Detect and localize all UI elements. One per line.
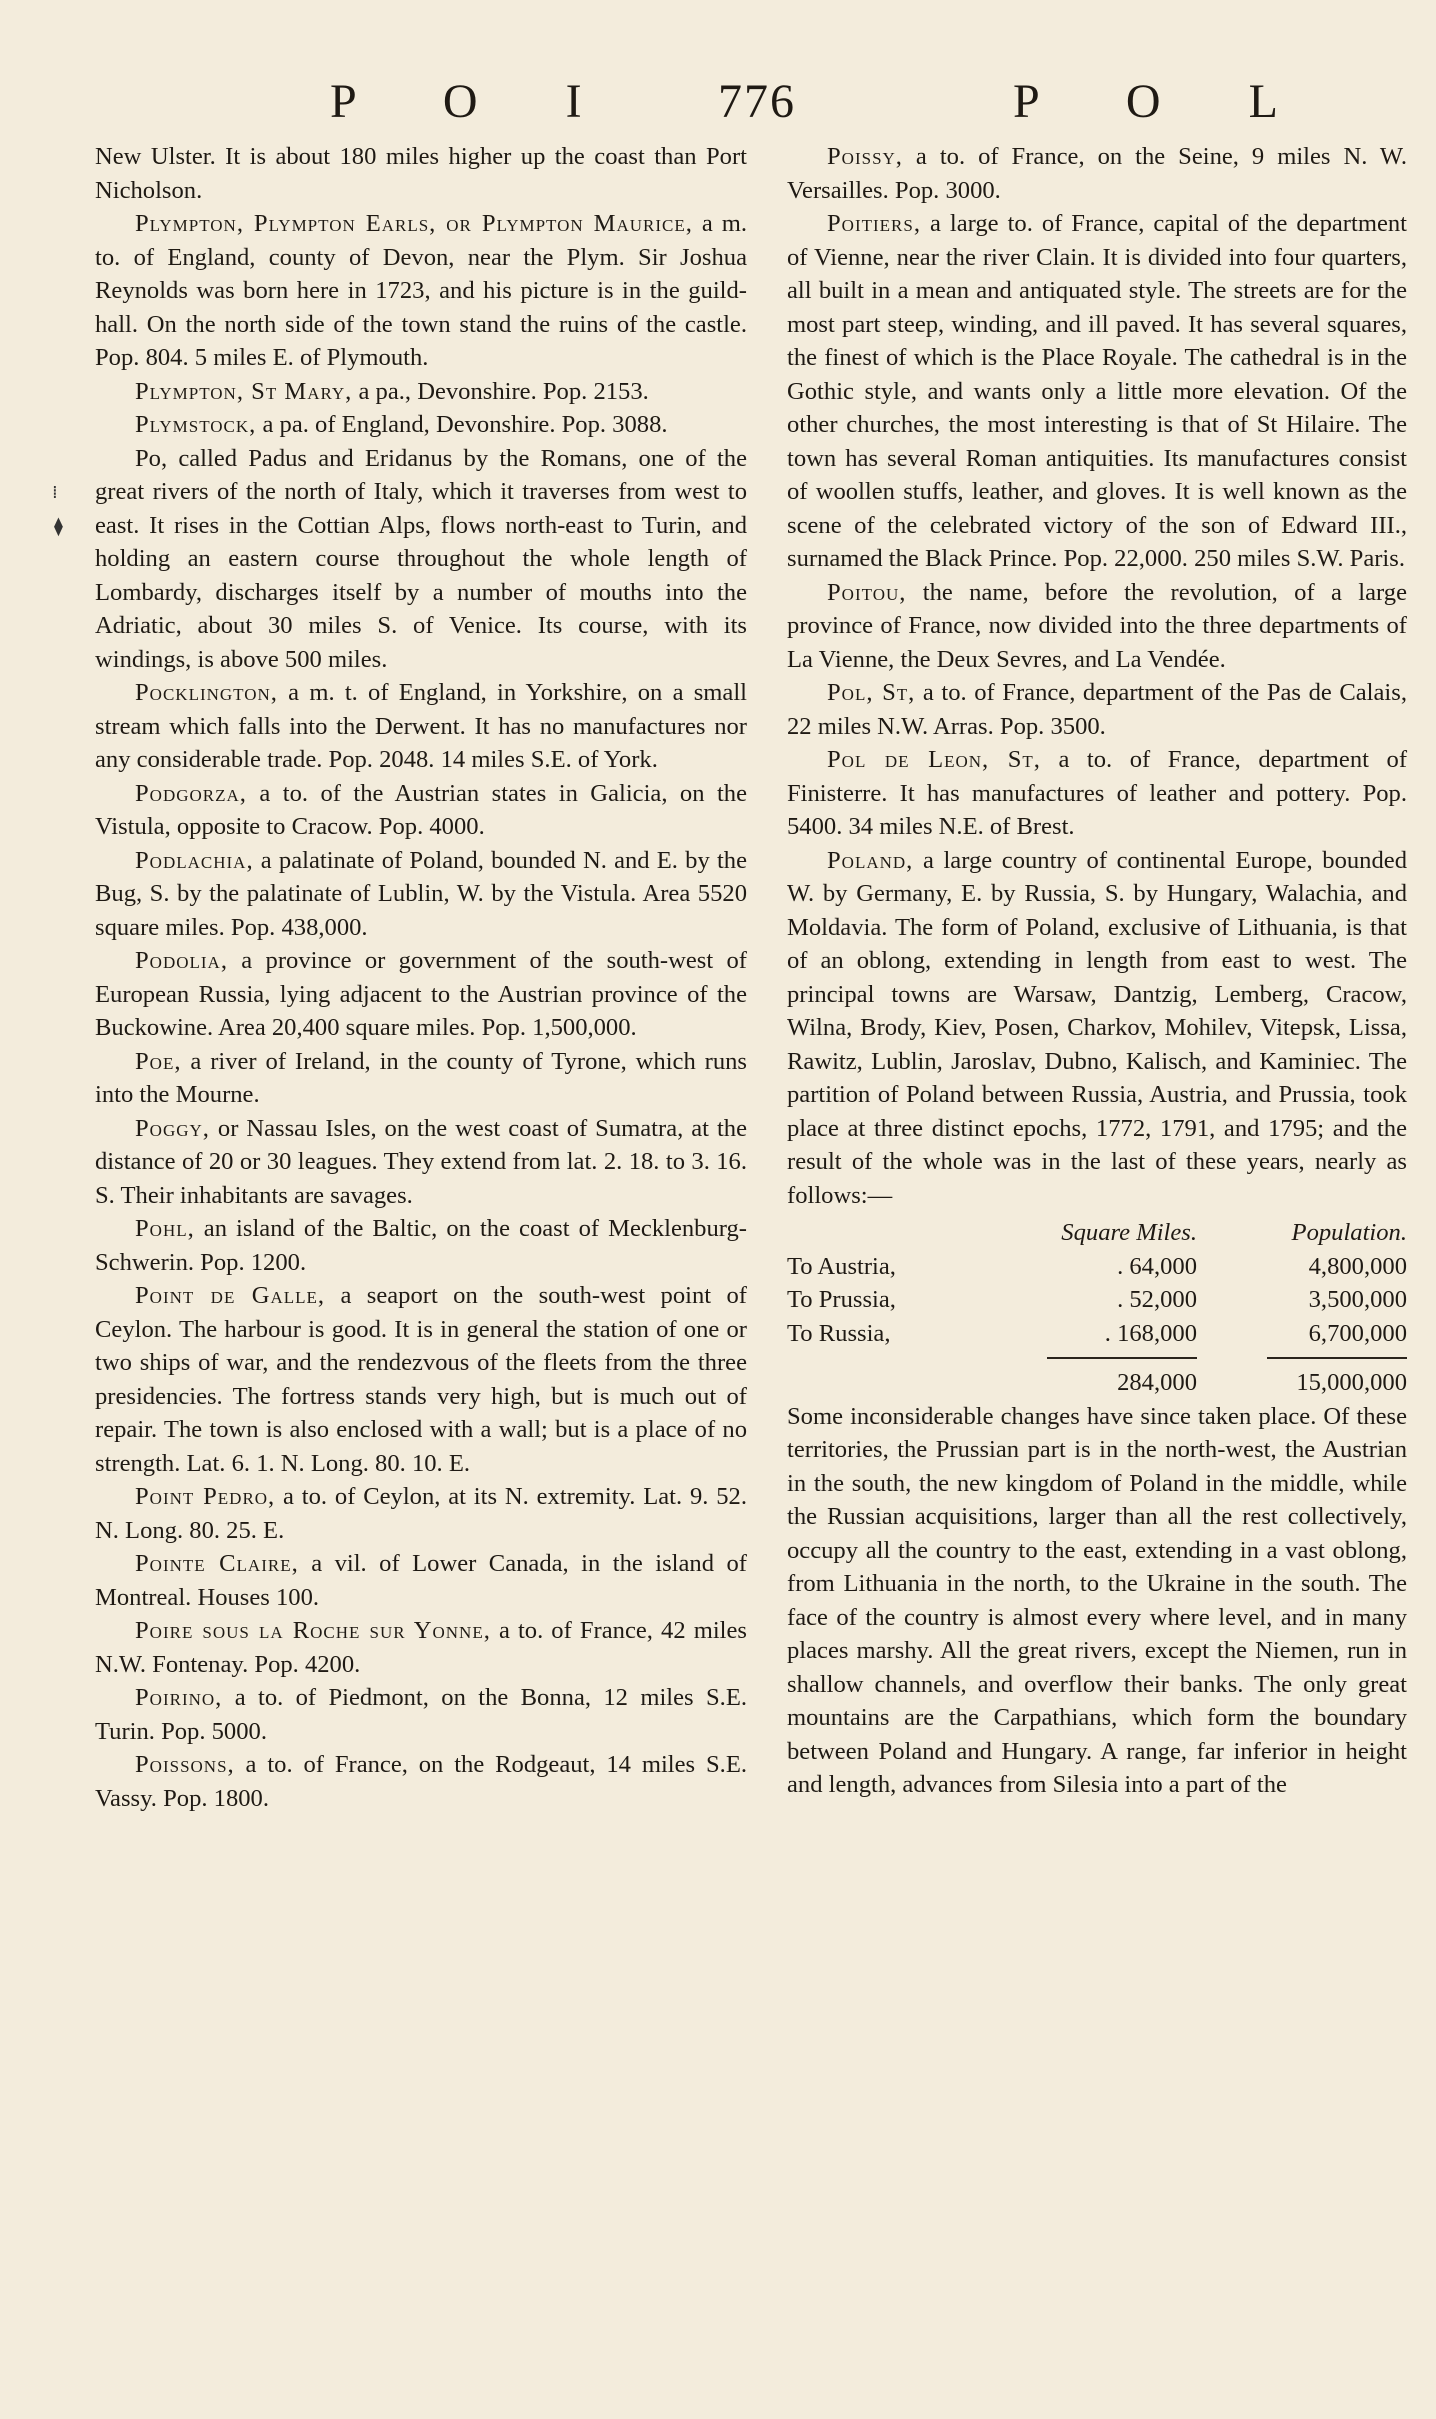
- gazetteer-entry: [95, 207, 747, 375]
- gazetteer-entry: [787, 743, 1407, 844]
- entry-headword: Pol, St,: [827, 679, 916, 706]
- table-header-row: [787, 1216, 1407, 1250]
- gazetteer-entry: [787, 576, 1407, 677]
- entry-headword: Point de Galle,: [135, 1282, 326, 1309]
- running-head: [0, 74, 1436, 138]
- entry-headword: Poirino,: [135, 1684, 223, 1711]
- gazetteer-entry: [95, 140, 747, 207]
- entry-text: or Nassau Isles, on the west coast of Sumatra, at the distance of 20 or 30 leagues. They extend from lat. 2. 18. to 3. 16. S. Their inhabitants are savages.: [95, 1114, 747, 1209]
- gazetteer-entry: [95, 1045, 747, 1112]
- entry-text: a to. of France, department of the Pas de Calais, 22 miles N.W. Arras. Pop. 3500.: [787, 679, 1407, 740]
- entry-text: the name, before the revolution, of a large province of France, now divided into the three departments of La Vienne, the Deux Sevres, and La Vendée.: [787, 578, 1407, 673]
- gazetteer-entry: [95, 1681, 747, 1748]
- entry-headword: Poissons,: [135, 1751, 235, 1778]
- entry-headword: Poe,: [135, 1047, 182, 1075]
- table-total-population: 15,000,000: [1296, 1369, 1407, 1396]
- entry-text: a to. of France, department of Finisterre. It has manufactures of leather and pottery. Pop. 5400. 34 miles N.E. of Brest.: [787, 746, 1408, 840]
- gazetteer-entry: [95, 1212, 747, 1279]
- entry-text: a to. of France, 42 miles N.W. Fontenay. Pop. 4200.: [95, 1617, 747, 1678]
- entry-text: a seaport on the south-west point of Ceylon. The harbour is good. It is in general the station of one or two ships of war, and the rendezvous of the fleets from the three presidencies. The fortress stands very high, but is much out of repair. The town is also enclosed with a wall; but is a place of no strength. Lat. 6. 1. N. Long. 80. 10. E.: [95, 1282, 747, 1477]
- gazetteer-entry: [95, 1112, 747, 1213]
- table-cell-population: 4,800,000: [1308, 1252, 1407, 1280]
- entry-text: a to. of the Austrian states in Galicia, on the Vistula, opposite to Cracow. Pop. 4000.: [95, 779, 747, 840]
- gazetteer-entry: [95, 1748, 747, 1815]
- entry-text: an island of the Baltic, on the coast of Mecklenburg-Schwerin. Pop. 1200.: [95, 1215, 747, 1276]
- entry-text: a to. of France, on the Rodgeaut, 14 miles S.E. Vassy. Pop. 1800.: [95, 1751, 747, 1812]
- table-total-square-miles: 284,000: [1117, 1369, 1197, 1396]
- table-header-blank: [787, 1216, 997, 1250]
- table-header-population: Population.: [1291, 1219, 1407, 1246]
- entry-headword: Poggy,: [135, 1114, 210, 1142]
- entry-text: a m. to. of England, county of Devon, near the Plym. Sir Joshua Reynolds was born here in 1723, and his picture is in the guild-hall. On the north side of the town stand the ruins of the castle. Pop. 804. 5 miles E. of Plymouth.: [95, 210, 747, 371]
- table-row: [787, 1283, 1407, 1317]
- gazetteer-entry: [787, 207, 1407, 576]
- entry-headword: Poire sous la Roche sur Yonne,: [135, 1617, 491, 1644]
- table-cell-square-miles: . 52,000: [1117, 1286, 1197, 1313]
- gazetteer-entry: [95, 375, 747, 409]
- partition-table: [787, 1216, 1407, 1400]
- gazetteer-entry: [787, 140, 1407, 207]
- rule-square-miles: [1047, 1357, 1197, 1359]
- entry-headword: Plympton, Plympton Earls, or Plympton Maurice,: [135, 210, 693, 237]
- entry-headword: Pocklington,: [135, 679, 278, 706]
- running-head-left: P O I: [330, 75, 620, 128]
- entry-headword: Podlachia,: [135, 846, 254, 874]
- entry-text: Po, called Padus and Eridanus by the Romans, one of the great rivers of the north of Italy, which it traverses from west to east. It rises in the Cottian Alps, flows north-east to Turin, and holding an eastern course throughout the whole length of Lombardy, discharges itself by a number of mouths into the Adriatic, about 30 miles S. of Venice. Its course, with its windings, is above 500 miles.: [95, 444, 747, 673]
- gazetteer-entry: [95, 408, 747, 442]
- table-total-label: [787, 1366, 997, 1400]
- margin-bracket-mark: ⁞: [52, 482, 58, 503]
- table-cell-population: 3,500,000: [1308, 1286, 1407, 1313]
- entry-headword: Plymstock,: [135, 411, 257, 438]
- entry-headword: Pol de Leon, St,: [827, 746, 1041, 773]
- entry-headword: Poitou,: [827, 578, 907, 606]
- gazetteer-entry: [787, 844, 1407, 1213]
- table-cell-power: To Russia,: [787, 1319, 891, 1347]
- gazetteer-entry: [95, 1480, 747, 1547]
- table-cell-power: To Prussia,: [787, 1286, 896, 1313]
- entry-text: a m. t. of England, in Yorkshire, on a small stream which falls into the Derwent. It has no manufactures nor any considerable trade. Pop. 2048. 14 miles S.E. of York.: [95, 679, 747, 773]
- table-total-rule: [787, 1350, 1407, 1366]
- left-column: [95, 140, 747, 1815]
- gazetteer-entry: [95, 1547, 747, 1614]
- entry-text: a pa., Devonshire. Pop. 2153.: [352, 377, 649, 405]
- table-cell-power: To Austria,: [787, 1252, 896, 1280]
- table-total-row: [787, 1366, 1407, 1400]
- rule-population: [1267, 1357, 1407, 1359]
- entry-text: a to. of Piedmont, on the Bonna, 12 miles S.E. Turin. Pop. 5000.: [95, 1684, 747, 1745]
- gazetteer-entry: [95, 944, 747, 1045]
- entry-headword: Poissy,: [827, 143, 903, 170]
- entry-text: New Ulster. It is about 180 miles higher up the coast than Port Nicholson.: [95, 143, 747, 204]
- entry-headword: Podolia,: [135, 947, 228, 974]
- entry-text: a province or government of the south-west of European Russia, lying adjacent to the Austrian province of the Buckowine. Area 20,400 square miles. Pop. 1,500,000.: [95, 947, 747, 1041]
- entry-text: a large country of continental Europe, bounded W. by Germany, E. by Russia, S. by Hungary, Walachia, and Moldavia. The form of Poland, exclusive of Lithuania, is that of an oblong, extending in length from east to west. The principal towns are Warsaw, Dantzig, Lemberg, Cracow, Wilna, Brody, Kiev, Posen, Charkov, Mohilev, Vitepsk, Lissa, Rawitz, Lublin, Jaroslav, Dubno, Kalisch, and Kaminiec. The partition of Poland between Russia, Austria, and Prussia, took place at three distinct epochs, 1772, 1791, and 1795; and the result of the whole was in the last of these years, nearly as follows:—: [787, 846, 1407, 1209]
- entry-text: a to. of Ceylon, at its N. extremity. Lat. 9. 52. N. Long. 80. 25. E.: [95, 1483, 747, 1544]
- entry-text: a palatinate of Poland, bounded N. and E. by the Bug, S. by the palatinate of Lublin, W. by the Vistula. Area 5520 square miles. Pop. 438,000.: [95, 846, 747, 941]
- gazetteer-entry: [787, 676, 1407, 743]
- page-number: 776: [718, 75, 796, 128]
- gazetteer-entry: [95, 1614, 747, 1681]
- right-column-entries: [787, 140, 1407, 1212]
- gazetteer-entry: [95, 777, 747, 844]
- entry-text: a to. of France, on the Seine, 9 miles N. W. Versailles. Pop. 3000.: [787, 143, 1407, 204]
- entry-text: a vil. of Lower Canada, in the island of Montreal. Houses 100.: [95, 1550, 747, 1611]
- entry-text: a pa. of England, Devonshire. Pop. 3088.: [256, 411, 668, 438]
- poland-continuation-text: Some inconsiderable changes have since taken place. Of these territories, the Prussian part is in the north-west, the Austrian in the south, the new kingdom of Poland in the middle, while the Russian acquisitions, larger than all the rest collectively, occupy all the country to the east, extending in a vast oblong, from Lithuania in the north, to the Ukraine in the south. The face of the country is almost every where level, and in many places marshy. All the great rivers, except the Niemen, run in shallow channels, and overflow their banks. The only great mountains are the Carpathians, which form the boundary between Poland and Hungary. A range, far inferior in height and length, advances from Silesia into a part of the: [787, 1402, 1407, 1798]
- entry-headword: Pointe Claire,: [135, 1550, 299, 1577]
- right-column: [787, 140, 1407, 1802]
- margin-pointer-mark: ⧫: [54, 516, 63, 537]
- gazetteer-entry: [95, 676, 747, 777]
- entry-headword: Point Pedro,: [135, 1483, 276, 1510]
- entry-text: a large to. of France, capital of the department of Vienne, near the river Clain. It is divided into four quarters, all built in a mean and antiquated style. The streets are for the most part steep, winding, and ill paved. It has several squares, the finest of which is the Place Royale. The cathedral is in the Gothic style, and wants only a little more elevation. Of the other churches, the most interesting is that of St Hilaire. The town has several Roman antiquities. Its manufactures consist of woollen stuffs, leather, and gloves. It is well known as the scene of the celebrated victory of the son of Edward III., surnamed the Black Prince. Pop. 22,000. 250 miles S.W. Paris.: [787, 210, 1407, 572]
- gazetteer-entry: [95, 442, 747, 677]
- entry-headword: Podgorza,: [135, 779, 247, 807]
- running-head-right: P O L: [1013, 75, 1316, 128]
- entry-headword: Plympton, St Mary,: [135, 377, 353, 405]
- table-header-square-miles: Square Miles.: [1061, 1219, 1197, 1246]
- table-cell-population: 6,700,000: [1308, 1319, 1407, 1347]
- gazetteer-entry: [95, 844, 747, 945]
- entry-headword: Poland,: [827, 846, 914, 874]
- entry-text: a river of Ireland, in the county of Tyrone, which runs into the Mourne.: [95, 1047, 747, 1108]
- gazetteer-entry: [95, 1279, 747, 1480]
- entry-headword: Poitiers,: [827, 210, 921, 237]
- entry-headword: Pohl,: [135, 1215, 195, 1242]
- table-row: [787, 1250, 1407, 1284]
- table-cell-square-miles: . 168,000: [1104, 1319, 1197, 1347]
- table-row: [787, 1317, 1407, 1351]
- table-cell-square-miles: . 64,000: [1117, 1252, 1197, 1280]
